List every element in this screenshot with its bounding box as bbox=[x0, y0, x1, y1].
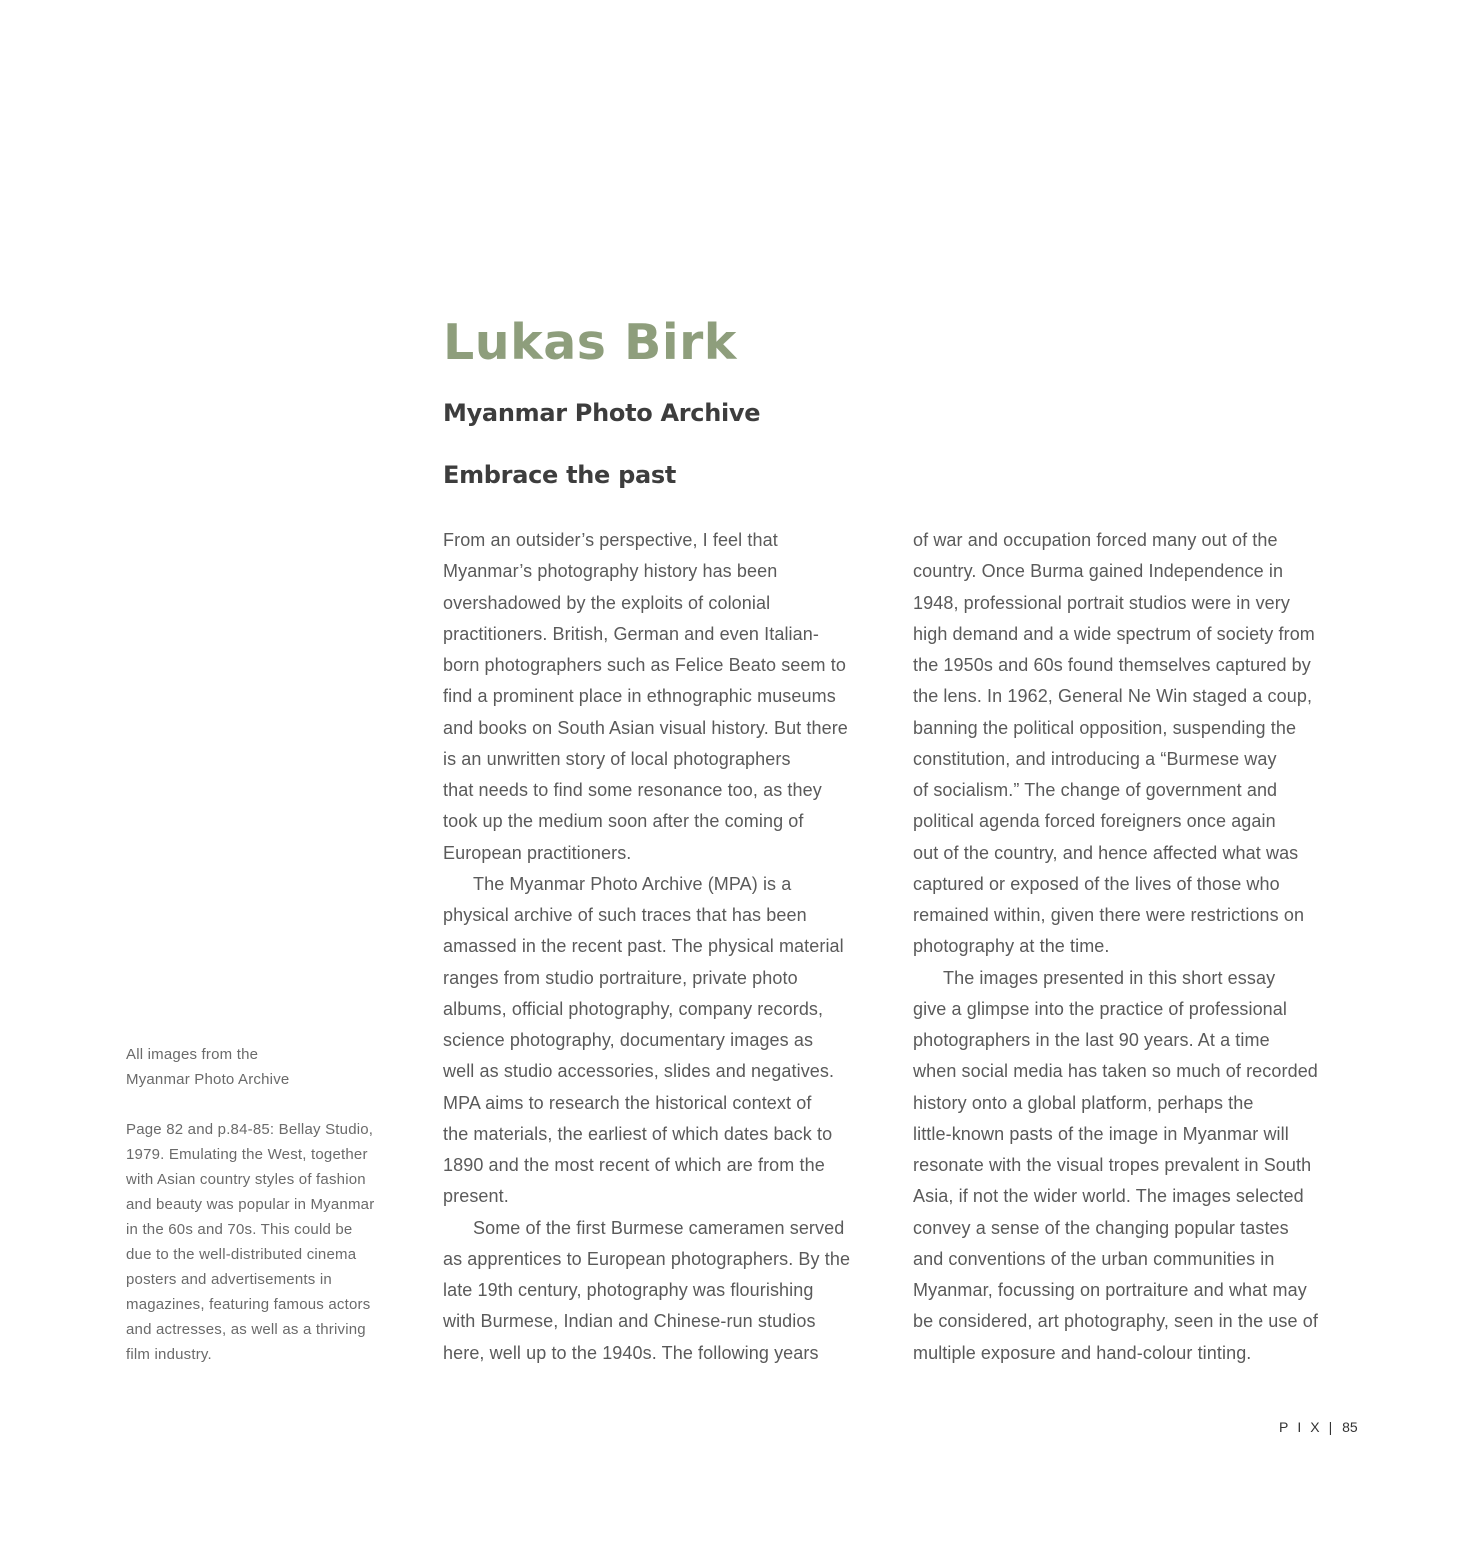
text-line: well as studio accessories, slides and negatives. bbox=[443, 1061, 835, 1082]
text-line: with Burmese, Indian and Chinese-run studios bbox=[443, 1311, 816, 1332]
text-line: photography at the time. bbox=[913, 936, 1110, 957]
text-line: late 19th century, photography was flourishing bbox=[443, 1280, 814, 1300]
caption-line: and beauty was popular in Myanmar bbox=[126, 1196, 375, 1213]
text-line: The Myanmar Photo Archive (MPA) is a bbox=[473, 873, 792, 894]
text-line: of socialism.” The change of government and bbox=[913, 780, 1278, 800]
text-line: country. Once Burma gained Independence in bbox=[913, 561, 1284, 582]
text-line: convey a sense of the changing popular tastes bbox=[913, 1217, 1289, 1238]
caption-line: 1979. Emulating the West, together bbox=[126, 1146, 368, 1163]
text-line: banning the political opposition, suspending the bbox=[913, 717, 1297, 738]
caption-line: Page 82 and p.84-85: Bellay Studio, bbox=[126, 1121, 374, 1138]
text-line: Some of the first Burmese cameramen served bbox=[473, 1217, 845, 1238]
text-line: high demand and a wide spectrum of society from bbox=[913, 623, 1315, 644]
text-line: 1890 and the most recent of which are from the bbox=[443, 1155, 825, 1175]
text-line: constitution, and introducing a “Burmese way bbox=[913, 748, 1277, 769]
text-line: practitioners. British, German and even Italian- bbox=[443, 623, 819, 644]
paragraph-2 bbox=[443, 869, 889, 1213]
text-line: amassed in the recent past. The physical material bbox=[443, 936, 844, 957]
text-line: give a glimpse into the practice of professional bbox=[913, 998, 1288, 1019]
text-line: the lens. In 1962, General Ne Win staged a coup, bbox=[913, 686, 1313, 707]
text-line: Asia, if not the wider world. The images selected bbox=[913, 1186, 1304, 1207]
body-column-left bbox=[443, 525, 889, 1369]
caption-line: All images from the bbox=[126, 1046, 259, 1063]
caption-line: in the 60s and 70s. This could be bbox=[126, 1221, 353, 1238]
caption-line: due to the well-distributed cinema bbox=[126, 1246, 357, 1263]
text-line: took up the medium soon after the coming of bbox=[443, 811, 804, 832]
caption-line: with Asian country styles of fashion bbox=[126, 1171, 366, 1188]
body-column-right bbox=[913, 525, 1363, 1369]
text-line: the materials, the earliest of which dates back to bbox=[443, 1123, 833, 1144]
paragraph-3-continued bbox=[913, 525, 1363, 963]
caption-line: and actresses, as well as a thriving bbox=[126, 1321, 366, 1338]
text-line: out of the country, and hence affected what was bbox=[913, 842, 1299, 863]
text-line: the 1950s and 60s found themselves captured by bbox=[913, 655, 1311, 675]
image-caption bbox=[126, 1117, 406, 1367]
text-line: that needs to find some resonance too, as they bbox=[443, 780, 822, 800]
text-line: albums, official photography, company records, bbox=[443, 998, 824, 1019]
text-line: little-known pasts of the image in Myanmar will bbox=[913, 1123, 1289, 1144]
text-line: be considered, art photography, seen in the use of bbox=[913, 1311, 1318, 1332]
text-line: physical archive of such traces that has been bbox=[443, 905, 807, 925]
text-line: of war and occupation forced many out of the bbox=[913, 530, 1278, 550]
text-line: European practitioners. bbox=[443, 842, 632, 863]
text-line: MPA aims to research the historical context of bbox=[443, 1092, 812, 1113]
page-number: 85 bbox=[1342, 1419, 1358, 1435]
project-title: Myanmar Photo Archive bbox=[443, 399, 761, 427]
text-line: here, well up to the 1940s. The following years bbox=[443, 1342, 819, 1363]
magazine-name: PIX bbox=[1279, 1419, 1329, 1435]
text-line: Myanmar, focussing on portraiture and what may bbox=[913, 1280, 1307, 1300]
text-line: find a prominent place in ethnographic museums bbox=[443, 686, 836, 707]
text-line: overshadowed by the exploits of colonial bbox=[443, 592, 771, 613]
text-line: political agenda forced foreigners once again bbox=[913, 811, 1276, 832]
text-line: 1948, professional portrait studios were in very bbox=[913, 592, 1290, 613]
image-credit bbox=[126, 1042, 406, 1092]
caption-line: Myanmar Photo Archive bbox=[126, 1071, 290, 1088]
paragraph-1 bbox=[443, 525, 889, 869]
text-line: resonate with the visual tropes prevalent in South bbox=[913, 1155, 1312, 1175]
text-line: multiple exposure and hand-colour tinting. bbox=[913, 1342, 1252, 1363]
text-line: science photography, documentary images as bbox=[443, 1030, 814, 1050]
text-line: born photographers such as Felice Beato seem to bbox=[443, 655, 846, 675]
text-line: as apprentices to European photographers. By the bbox=[443, 1248, 851, 1269]
essay-title: Embrace the past bbox=[443, 461, 676, 489]
caption-line: film industry. bbox=[126, 1346, 212, 1363]
text-line: The images presented in this short essay bbox=[943, 967, 1276, 988]
text-line: From an outsider’s perspective, I feel that bbox=[443, 530, 778, 550]
caption-line: posters and advertisements in bbox=[126, 1271, 332, 1288]
text-line: and books on South Asian visual history. But there bbox=[443, 717, 848, 738]
text-line: and conventions of the urban communities in bbox=[913, 1248, 1275, 1269]
author-name: Lukas Birk bbox=[443, 314, 737, 371]
paragraph-4 bbox=[913, 963, 1363, 1369]
caption-line: magazines, featuring famous actors bbox=[126, 1296, 371, 1313]
text-line: when social media has taken so much of recorded bbox=[913, 1061, 1318, 1082]
text-line: history onto a global platform, perhaps the bbox=[913, 1092, 1254, 1113]
footer-separator: | bbox=[1328, 1419, 1333, 1435]
text-line: Myanmar’s photography history has been bbox=[443, 561, 778, 582]
paragraph-3 bbox=[443, 1213, 889, 1369]
text-line: is an unwritten story of local photographers bbox=[443, 748, 791, 769]
text-line: captured or exposed of the lives of those who bbox=[913, 873, 1280, 894]
text-line: photographers in the last 90 years. At a time bbox=[913, 1030, 1270, 1050]
text-line: ranges from studio portraiture, private photo bbox=[443, 967, 798, 988]
text-line: remained within, given there were restrictions on bbox=[913, 905, 1305, 925]
text-line: present. bbox=[443, 1186, 509, 1207]
page-footer bbox=[1279, 1417, 1358, 1437]
